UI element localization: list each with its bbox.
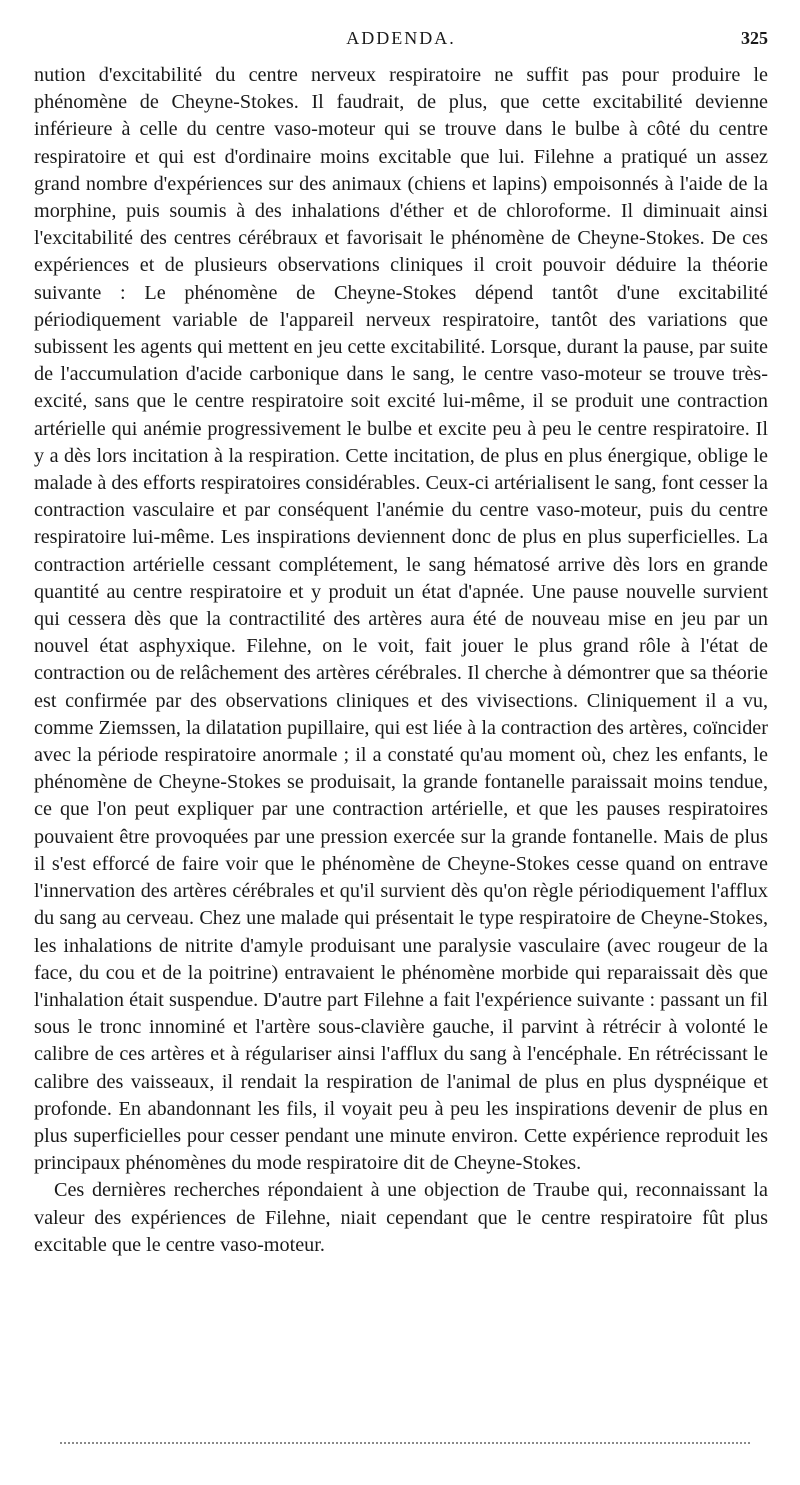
page-number: 325	[741, 28, 768, 48]
running-head	[34, 28, 768, 62]
body-paragraph-2: Ces dernières recherches répondaient à une objection de Traube qui, reconnaissant la valeur des expériences de Filehne, niait cependant que le centre respiratoire fût plus excitable que le centre vaso-moteur.	[34, 1179, 768, 1256]
bottom-rule	[60, 1442, 750, 1444]
body-paragraph-1: nution d'excitabilité du centre nerveux respiratoire ne suffit pas pour produire le phénomène de Cheyne-Stokes. Il faudrait, de plus, que cette excitabilité devienne inférieure à celle du centre vaso-moteur qui se trouve dans le bulbe à côté du centre respiratoire et qui est d'ordinaire moins excitable que lui. Filehne a pratiqué un assez grand nombre d'expériences sur des animaux (chiens et lapins) empoisonnés à l'aide de la morphine, puis soumis à des inhalations d'éther et de chloroforme. Il diminuait ainsi l'excitabilité des centres cérébraux et favorisait le phénomène de Cheyne-Stokes. De ces expériences et de plusieurs observations cliniques il croit pouvoir déduire la théorie suivante : Le phénomène de Cheyne-Stokes dépend tantôt d'une excitabilité périodiquement variable de l'appareil nerveux respiratoire, tantôt des variations que subissent les agents qui mettent en jeu cette excitabilité. Lorsque, durant la pause, par suite de l'accumulation d'acide carbonique dans le sang, le centre vaso-moteur se trouve très-excité, sans que le centre respiratoire soit excité lui-même, il se produit une contraction artérielle qui anémie progressivement le bulbe et excite peu à peu le centre respiratoire. Il y a dès lors incitation à la respiration. Cette incitation, de plus en plus énergique, oblige le malade à des efforts respiratoires considérables. Ceux-ci artérialisent le sang, font cesser la contraction vasculaire et par conséquent l'anémie du centre vaso-moteur, puis du centre respiratoire lui-même. Les inspirations deviennent donc de plus en plus superficielles. La contraction artérielle cessant complétement, le sang hématosé arrive dès lors en grande quantité au centre respiratoire et y produit un état d'apnée. Une pause nouvelle survient qui cessera dès que la contractilité des artères aura été de nouveau mise en jeu par un nouvel état asphyxique. Filehne, on le voit, fait jouer le plus grand rôle à l'état de contraction ou de relâchement des artères cérébrales. Il cherche à démontrer que sa théorie est confirmée par des observations cliniques et des vivisections. Cliniquement il a vu, comme Ziemssen, la dilatation pupillaire, qui est liée à la contraction des artères, coïncider avec la période respiratoire anormale ; il a constaté qu'au moment où, chez les enfants, le phénomène de Cheyne-Stokes se produisait, la grande fontanelle paraissait moins tendue, ce que l'on peut expliquer par une contraction artérielle, et que les pauses respiratoires pouvaient être provoquées par une pression exercée sur la grande fontanelle. Mais de plus il s'est efforcé de faire voir que le phénomène de Cheyne-Stokes cesse quand on entrave l'innervation des artères cérébrales et qu'il survient dès qu'on règle périodiquement l'afflux du sang au cerveau. Chez une malade qui présentait le type respiratoire de Cheyne-Stokes, les inhalations de nitrite d'amyle produisant une paralysie vasculaire (avec rougeur de la face, du cou et de la poitrine) entravaient le phénomène morbide qui reparaissait dès que l'inhalation était suspendue. D'autre part Filehne a fait l'expérience suivante : passant un fil sous le tronc innominé et l'artère sous-clavière gauche, il parvint à rétrécir à volonté le calibre de ces artères et à régulariser ainsi l'afflux du sang à l'encéphale. En rétrécissant le calibre des vaisseaux, il rendait la respiration de l'animal de plus en plus dyspnéique et profonde. En abandonnant les fils, il voyait peu à peu les inspirations devenir de plus en plus superficielles pour cesser pendant une minute environ. Cette expérience reproduit les principaux phénomènes du mode respiratoire dit de Cheyne-Stokes.	[34, 64, 768, 1175]
running-title: ADDENDA.	[346, 28, 456, 48]
book-page	[34, 28, 768, 1259]
